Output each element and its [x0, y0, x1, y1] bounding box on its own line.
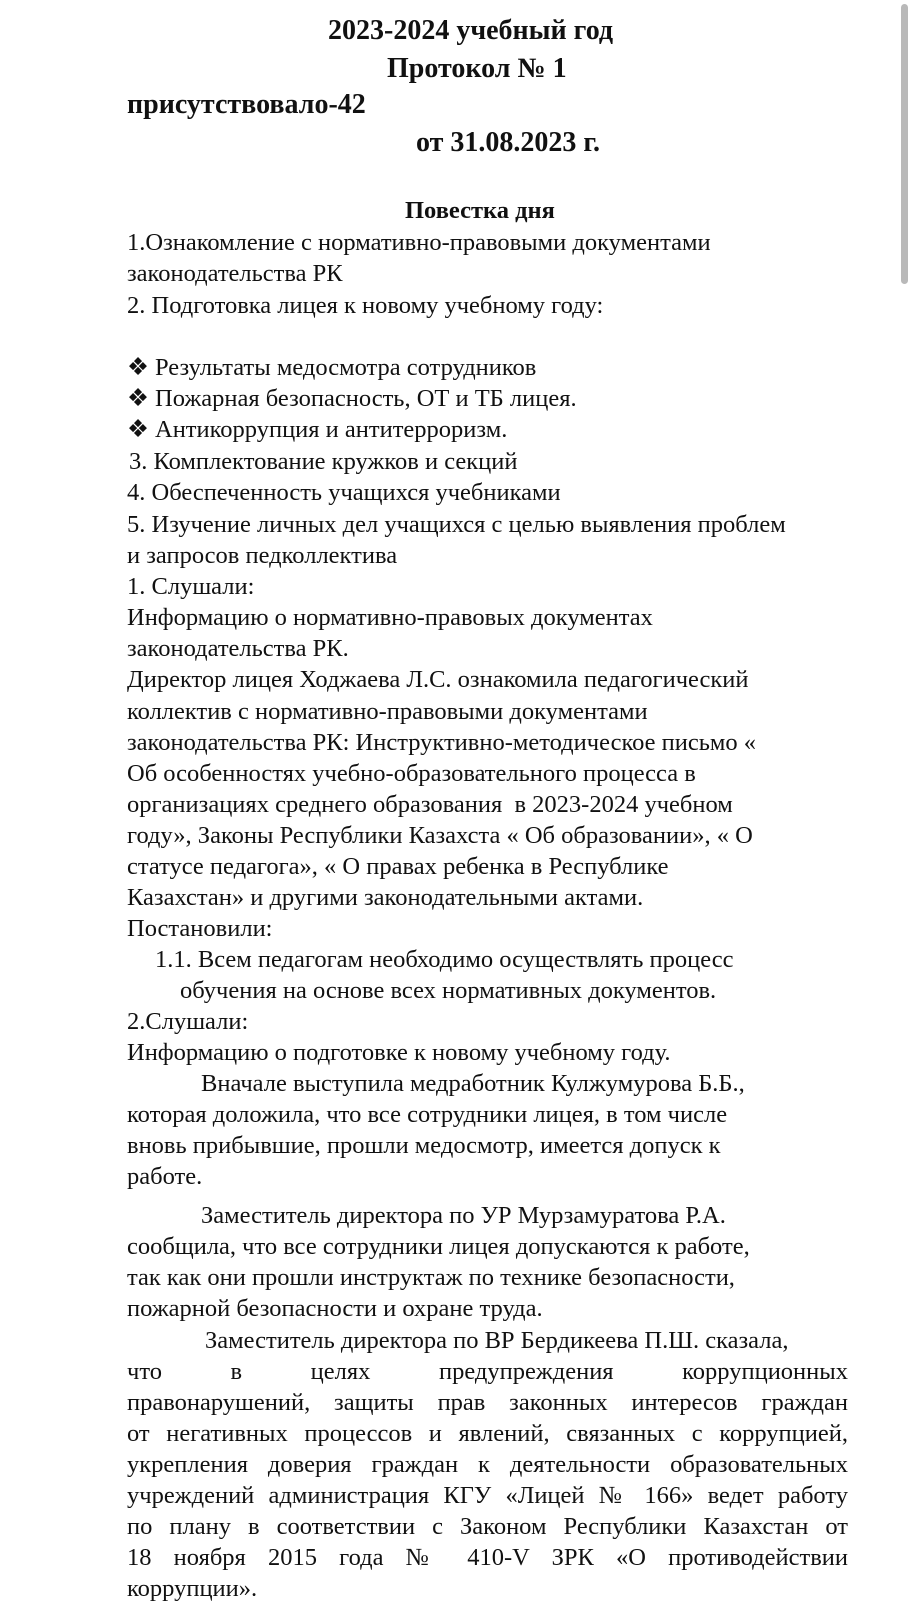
text-line: законодательства РК.	[127, 635, 349, 662]
text-line: организациях среднего образования в 2023-2024 учебном	[127, 791, 733, 818]
text-line: Заместитель директора по УР Мурзамуратова Р.А.	[201, 1202, 726, 1229]
diamond-bullet-icon: ❖	[127, 385, 149, 412]
school-year-title: 2023-2024 учебный год	[328, 15, 614, 46]
agenda-bullet: ❖ Результаты медосмотра сотрудников	[127, 354, 537, 381]
attendance-count: присутствовало-42	[127, 89, 366, 120]
decision-line: 1.1. Всем педагогам необходимо осуществлять процесс	[155, 946, 734, 973]
text-line: сообщила, что все сотрудники лицея допускаются к работе,	[127, 1233, 750, 1260]
text-line: законодательства РК: Инструктивно-методическое письмо «	[127, 729, 757, 756]
agenda-item: 3. Комплектование кружков и секций	[129, 448, 518, 475]
agenda-item: и запросов педколлектива	[127, 542, 398, 569]
diamond-bullet-icon: ❖	[127, 354, 149, 381]
protocol-date: от 31.08.2023 г.	[416, 127, 600, 158]
text-line: статусе педагога», « О правах ребенка в Республике	[127, 853, 669, 880]
text-line: 18 ноября 2015 года № 410-V ЗРК «О противодействии	[127, 1544, 848, 1571]
decided-heading: Постановили:	[127, 915, 273, 942]
section2-heading: 2.Слушали:	[127, 1008, 249, 1035]
section1-heading: 1. Слушали:	[127, 573, 255, 600]
vertical-scrollbar[interactable]	[901, 4, 908, 284]
text-line: которая доложила, что все сотрудники лицея, в том числе	[127, 1101, 728, 1128]
text-line: Информацию о нормативно-правовых документах	[127, 604, 653, 631]
text-line: так как они прошли инструктаж по технике безопасности,	[127, 1264, 735, 1291]
agenda-title: Повестка дня	[405, 197, 555, 224]
diamond-bullet-icon: ❖	[127, 416, 149, 443]
text-line: вновь прибывшие, прошли медосмотр, имеется допуск к	[127, 1132, 721, 1159]
text-line: коррупции».	[127, 1575, 258, 1602]
text-line: что в целях предупреждения коррупционных	[127, 1358, 848, 1385]
agenda-item: 5. Изучение личных дел учащихся с целью выявления проблем	[127, 511, 786, 538]
text-line: по плану в соответствии с Законом Республики Казахстан от	[127, 1513, 848, 1540]
text-line: пожарной безопасности и охране труда.	[127, 1295, 543, 1322]
agenda-item: законодательства РК	[127, 260, 343, 287]
agenda-bullet: ❖ Пожарная безопасность, ОТ и ТБ лицея.	[127, 385, 577, 412]
text-line: коллектив с нормативно-правовыми документами	[127, 698, 648, 725]
text-line: работе.	[127, 1163, 203, 1190]
text-line: от негативных процессов и явлений, связанных с коррупцией,	[127, 1420, 848, 1447]
text-line: Директор лицея Ходжаева Л.С. ознакомила педагогический	[127, 666, 749, 693]
text-line: Информацию о подготовке к новому учебному году.	[127, 1039, 671, 1066]
text-line: году», Законы Республики Казахста « Об образовании», « О	[127, 822, 753, 849]
text-line: учреждений администрация КГУ «Лицей № 166» ведет работу	[127, 1482, 848, 1509]
agenda-item: 4. Обеспеченность учащихся учебниками	[127, 479, 561, 506]
text-line: правонарушений, защиты прав законных интересов граждан	[127, 1389, 848, 1416]
protocol-number: Протокол № 1	[387, 53, 567, 84]
agenda-bullet: ❖ Антикоррупция и антитерроризм.	[127, 416, 508, 443]
text-line: Об особенностях учебно-образовательного процесса в	[127, 760, 696, 787]
text-line: Вначале выступила медработник Кулжумурова Б.Б.,	[201, 1070, 745, 1097]
decision-line: обучения на основе всех нормативных документов.	[180, 977, 717, 1004]
agenda-item: 2. Подготовка лицея к новому учебному году:	[127, 292, 604, 319]
text-line: Казахстан» и другими законодательными актами.	[127, 884, 644, 911]
agenda-item: 1.Ознакомление с нормативно-правовыми документами	[127, 229, 711, 256]
text-line: Заместитель директора по ВР Бердикеева П.Ш. сказала,	[205, 1327, 789, 1354]
text-line: укрепления доверия граждан к деятельности образовательных	[127, 1451, 848, 1478]
